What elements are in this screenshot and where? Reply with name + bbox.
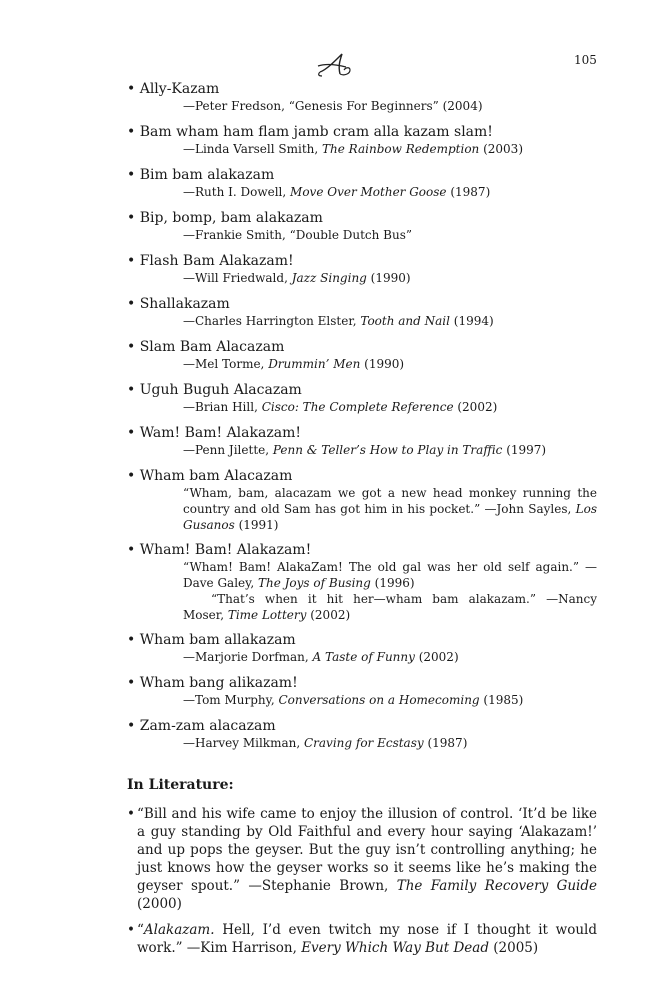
entry-term: • Wham bam allakazam	[127, 632, 296, 648]
entry-citation: —Charles Harrington Elster, Tooth and Nail (1994)	[183, 314, 494, 328]
chapter-letter-ornament	[316, 50, 360, 78]
list-item	[127, 631, 597, 666]
literature-quote: • “Alakazam. Hell, I’d even twitch my nose if I thought it would work.” —Kim Harrison, Every Which Way But Dead (2005)	[127, 922, 597, 956]
entry-term: • Wham! Bam! Alakazam!	[127, 542, 312, 558]
entry-term: • Zam-zam alacazam	[127, 718, 276, 734]
entry-list	[127, 80, 597, 760]
list-item	[127, 467, 597, 533]
literature-quote: • “Bill and his wife came to enjoy the illusion of control. ‘It’d be like a guy standing by Old Faithful and every hour saying ‘Alakazam!’ and up pops the geyser. But the guy isn’t controlling anything; he just knows how the geyser works so it seems like he’s making the geyser spout.” —Stephanie Brown, The Family Recovery Guide (2000)	[127, 806, 597, 912]
list-item	[127, 541, 597, 623]
entry-citation: —Harvey Milkman, Craving for Ecstasy (1987)	[183, 736, 468, 750]
list-item	[127, 295, 597, 330]
list-item	[127, 381, 597, 416]
entry-term: • Wam! Bam! Alakazam!	[127, 425, 301, 441]
entry-citation: —Marjorie Dorfman, A Taste of Funny (2002)	[183, 650, 459, 664]
entry-term: • Uguh Buguh Alacazam	[127, 382, 302, 398]
list-item	[127, 674, 597, 709]
entry-term: • Bim bam alakazam	[127, 167, 275, 183]
list-item	[127, 338, 597, 373]
entry-quote: “Wham! Bam! AlakaZam! The old gal was her old self again.” —Dave Galey, The Joys of Busing (1996)	[183, 560, 597, 590]
entry-citation: —Brian Hill, Cisco: The Complete Reference (2002)	[183, 400, 498, 414]
entry-citation: —Linda Varsell Smith, The Rainbow Redemption (2003)	[183, 142, 523, 156]
list-item	[127, 717, 597, 752]
entry-term: • Wham bang alikazam!	[127, 675, 298, 691]
entry-quote: “That’s when it hit her—wham bam alakazam.” —Nancy Moser, Time Lottery (2002)	[183, 592, 597, 622]
entry-term: • Shallakazam	[127, 296, 230, 312]
entry-citation: —Ruth I. Dowell, Move Over Mother Goose (1987)	[183, 185, 491, 199]
entry-term: • Flash Bam Alakazam!	[127, 253, 294, 269]
entry-citation: —Mel Torme, Drummin’ Men (1990)	[183, 357, 405, 371]
entry-quote: “Wham, bam, alacazam we got a new head monkey running the country and old Sam has got him in his pocket.” —John Sayles, Los Gusanos (1991)	[183, 486, 597, 532]
entry-citation: —Penn Jilette, Penn & Teller’s How to Play in Traffic (1997)	[183, 443, 547, 457]
list-item	[127, 424, 597, 459]
entry-citation: —Peter Fredson, “Genesis For Beginners” (2004)	[183, 99, 483, 113]
list-item	[127, 80, 597, 115]
literature-list	[127, 805, 597, 965]
list-item	[127, 209, 597, 244]
entry-term: • Bam wham ham flam jamb cram alla kazam slam!	[127, 124, 493, 140]
entry-citation: —Frankie Smith, “Double Dutch Bus”	[183, 228, 413, 242]
bullet: •	[127, 806, 135, 822]
entry-term: • Ally-Kazam	[127, 81, 220, 97]
entry-citation: —Will Friedwald, Jazz Singing (1990)	[183, 271, 411, 285]
list-item	[127, 123, 597, 158]
section-heading: In Literature:	[127, 777, 234, 793]
entry-term: • Bip, bomp, bam alakazam	[127, 210, 323, 226]
page-number: 105	[574, 53, 597, 67]
entry-citation: —Tom Murphy, Conversations on a Homecoming (1985)	[183, 693, 524, 707]
list-item	[127, 252, 597, 287]
entry-term: • Wham bam Alacazam	[127, 468, 293, 484]
list-item	[127, 166, 597, 201]
entry-term: • Slam Bam Alacazam	[127, 339, 285, 355]
bullet: •	[127, 922, 135, 938]
